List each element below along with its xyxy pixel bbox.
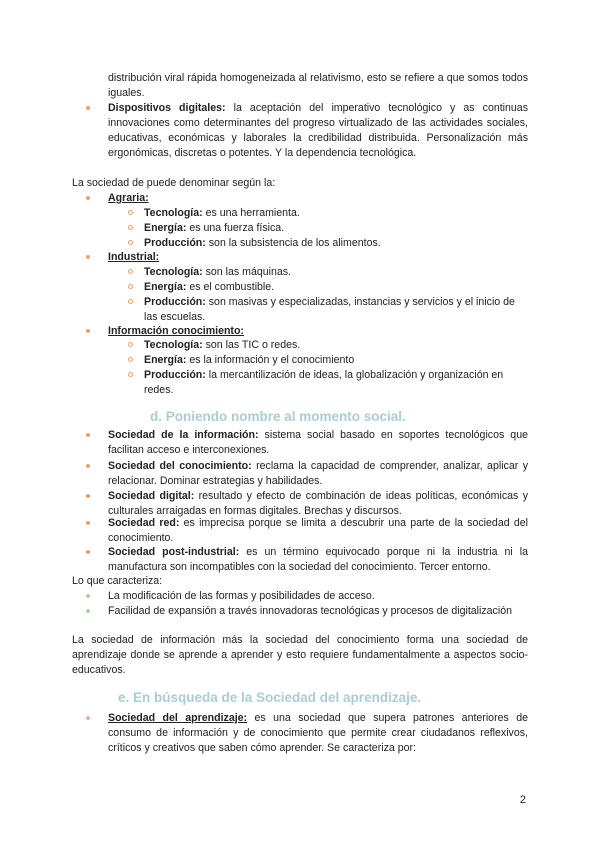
page-number: 2 xyxy=(519,794,526,806)
type-industrial: Industrial: xyxy=(90,250,528,265)
caracteriza-text: Lo que caracteriza: xyxy=(72,575,163,587)
d-item: Sociedad del conocimiento: reclama la capacidad de comprender, analizar, aplicar y relacionar. Dominar estrategias y habilidades. xyxy=(90,459,528,489)
bullet-dot xyxy=(86,609,90,613)
agraria-item: Tecnología: es una herramienta. xyxy=(128,206,528,221)
continued-bullet: distribución viral rápida homogeneizada al relativismo, esto se refiere a que somos todos iguales. xyxy=(108,72,528,99)
d-item: Sociedad post-industrial: es un término equivocado porque ni la industria ni la manufactura son incompatibles con la sociedad del conocimiento. Tercer entorno. xyxy=(90,545,528,575)
bullet-dot xyxy=(86,594,90,598)
d-item: Sociedad red: es imprecisa porque se limita a descubrir una parte de la sociedad del conocimiento. xyxy=(90,516,528,546)
bullet-dot xyxy=(86,433,90,437)
section-heading-d: d. Poniendo nombre al momento social. xyxy=(150,409,406,424)
d-item: Sociedad digital: resultado y efecto de combinación de ideas políticas, económicas y culturales arraigadas en formas digitales. Brechas y discursos. xyxy=(90,489,528,519)
char-item: La modificación de las formas y posibilidades de acceso. xyxy=(90,589,528,604)
bullet-dot xyxy=(86,464,90,468)
type-informacion: Información conocimiento: xyxy=(90,324,528,339)
bullet-circle xyxy=(128,269,133,274)
section-heading-e: e. En búsqueda de la Sociedad del aprendizaje. xyxy=(118,690,422,705)
bullet-dot xyxy=(86,521,90,525)
bullet-dot xyxy=(86,494,90,498)
char-item: Facilidad de expansión a través innovadoras tecnológicas y procesos de digitalización xyxy=(90,604,528,619)
bullet-dot xyxy=(86,550,90,554)
bullet-circle xyxy=(128,357,133,362)
bullet-circle xyxy=(128,342,133,347)
industrial-item: Tecnología: son las máquinas. xyxy=(128,265,528,280)
bullet-circle xyxy=(128,240,133,245)
bullet-dot xyxy=(86,255,90,259)
summary-paragraph: La sociedad de información más la sociedad del conocimiento forma una sociedad de aprendizaje donde se aprende a aprender y esto requiere fundamentalmente a aspectos socio-educativos. xyxy=(72,634,528,676)
type-agraria: Agraria: xyxy=(90,191,528,206)
bullet-dot xyxy=(86,106,90,110)
d-item: Sociedad de la información: sistema social basado en soportes tecnológicos que facilitan acceso e interconexiones. xyxy=(90,428,528,458)
informacion-item: Energía: es la información y el conocimiento xyxy=(128,353,528,368)
bullet-circle xyxy=(128,299,133,304)
bullet-dot xyxy=(86,196,90,200)
informacion-item: Producción: la mercantilización de ideas, la globalización y organización en redes. xyxy=(128,368,528,398)
informacion-item: Tecnología: son las TIC o redes. xyxy=(128,338,528,353)
bullet-circle xyxy=(128,284,133,289)
bullet-dot xyxy=(86,716,90,720)
industrial-item: Producción: son masivas y especializadas, instancias y servicios y el inicio de las escuelas. xyxy=(128,295,528,325)
agraria-item: Producción: son la subsistencia de los alimentos. xyxy=(128,236,528,251)
intro-text: La sociedad de puede denominar según la: xyxy=(72,177,276,189)
agraria-item: Energía: es una fuerza física. xyxy=(128,221,528,236)
bullet-circle xyxy=(128,210,133,215)
bullet-circle xyxy=(128,372,133,377)
e-item: Sociedad del aprendizaje: es una sociedad que supera patrones anteriores de consumo de información y de conocimiento que permite crear ciudadanos reflexivos, críticos y creativos que saben cómo aprender. Se caracteriza por: xyxy=(90,711,528,756)
bullet-dot xyxy=(86,329,90,333)
industrial-item: Energía: es el combustible. xyxy=(128,280,528,295)
dispositivos-bullet: Dispositivos digitales: la aceptación del imperativo tecnológico y as continuas innovaciones como determinantes del progreso virtualizado de las actividades sociales, educativas, económicas y laborales la credibilidad distribuida. Personalización más ergonómicas, discretas o potentes. Y la dependencia tecnológica. xyxy=(90,101,528,161)
bullet-circle xyxy=(128,225,133,230)
